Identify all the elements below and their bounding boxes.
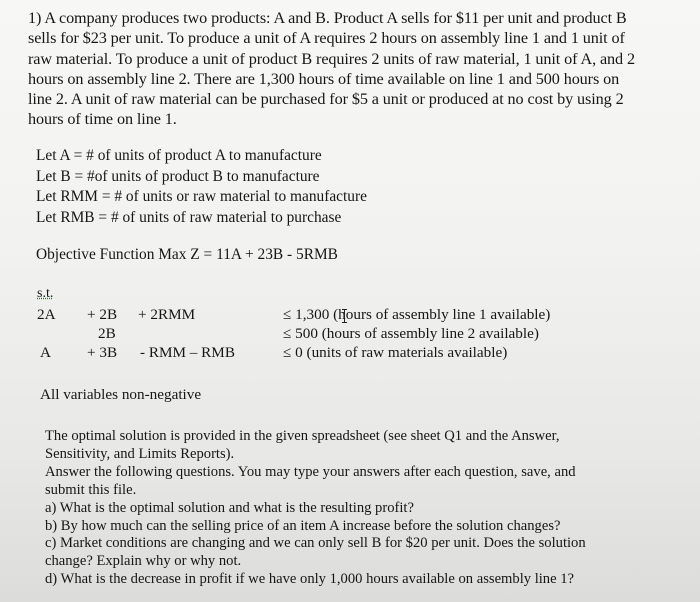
problem-line: sells for $23 per unit. To produce a unit of A requires 2 hours on assembly line 1 and 1 unit of bbox=[28, 29, 625, 48]
constraint-2-b: 2B bbox=[98, 325, 116, 342]
question-d: d) What is the decrease in profit if we have only 1,000 hours available on assembly line 1? bbox=[45, 571, 575, 588]
problem-line: hours of time on line 1. bbox=[28, 110, 177, 129]
problem-line: raw material. To produce a unit of product B requires 2 units of raw material, 1 unit of A, and 2 bbox=[28, 49, 635, 68]
instruction-line: Answer the following questions. You may type your answers after each question, save, and bbox=[45, 463, 576, 480]
instruction-line: The optimal solution is provided in the given spreadsheet (see sheet Q1 and the Answer, bbox=[45, 428, 560, 444]
definition-rmb: Let RMB = # of units of raw material to purchase bbox=[36, 208, 342, 226]
problem-line: hours on assembly line 2. There are 1,300 hours of time available on line 1 and 500 hours on bbox=[28, 69, 620, 88]
constraint-3-a: A bbox=[40, 344, 51, 361]
objective-function: Objective Function Max Z = 11A + 23B - 5RMB bbox=[36, 246, 338, 263]
constraint-3-rhs: ≤ 0 (units of raw materials available) bbox=[283, 344, 508, 361]
question-a: a) What is the optimal solution and what is the resulting profit? bbox=[45, 499, 414, 516]
subject-to-label: s.t. bbox=[37, 286, 54, 301]
definition-rmm: Let RMM = # of units or raw material to manufacture bbox=[36, 188, 367, 205]
constraint-1-rhs: ≤ 1,300 (hours of assembly line 1 available) bbox=[283, 306, 551, 323]
problem-line: line 2. A unit of raw material can be purchased for $5 a unit or produced at no cost by using 2 bbox=[28, 90, 624, 109]
definition-a: Let A = # of units of product A to manufacture bbox=[36, 147, 322, 164]
constraint-1-a: 2A bbox=[37, 306, 56, 323]
question-c-continued: change? Explain why or why not. bbox=[45, 553, 242, 570]
nonnegativity-note: All variables non-negative bbox=[40, 386, 202, 403]
constraint-2-rhs: ≤ 500 (hours of assembly line 2 available) bbox=[283, 325, 539, 342]
definition-b: Let B = #of units of product B to manufacture bbox=[36, 167, 320, 185]
constraint-1-c: + 2RMM bbox=[138, 306, 196, 323]
text-cursor-icon bbox=[341, 309, 348, 323]
constraint-3-b: + 3B bbox=[87, 344, 118, 361]
problem-statement bbox=[28, 8, 676, 130]
question-c: c) Market conditions are changing and we can only sell B for $20 per unit. Does the solution bbox=[45, 535, 586, 552]
variable-definitions bbox=[36, 146, 367, 228]
question-b: b) By how much can the selling price of an item A increase before the solution changes? bbox=[45, 517, 561, 534]
instruction-line: submit this file. bbox=[45, 481, 137, 498]
problem-line: 1) A company produces two products: A and B. Product A sells for $11 per unit and product B bbox=[28, 9, 627, 27]
constraint-1-b: + 2B bbox=[87, 306, 118, 323]
instruction-line: Sensitivity, and Limits Reports). bbox=[45, 445, 235, 462]
constraint-3-c: - RMM – RMB bbox=[140, 344, 235, 361]
instructions-and-questions bbox=[45, 428, 665, 589]
